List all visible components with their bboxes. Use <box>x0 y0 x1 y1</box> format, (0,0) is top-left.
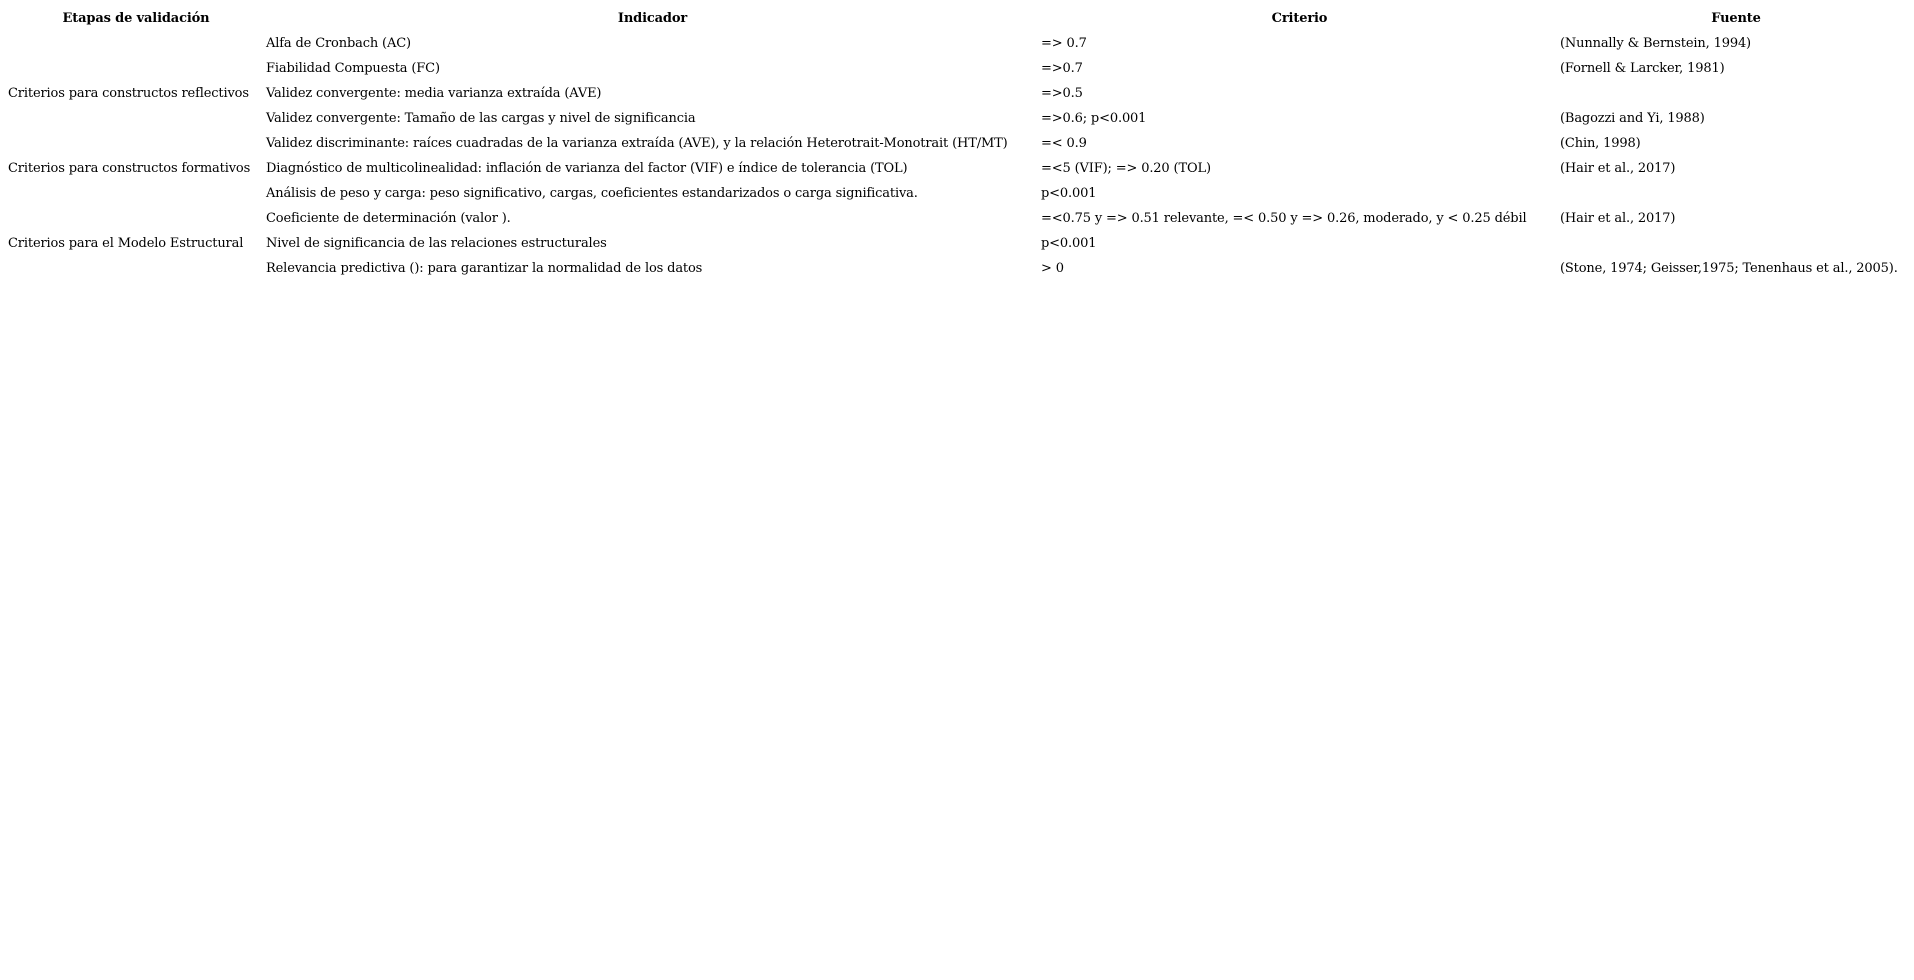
fuente-cell: (Fornell & Larcker, 1981) <box>1560 61 1725 76</box>
etapa-cell <box>6 206 264 231</box>
table-row <box>6 106 1912 131</box>
criterio-cell: p<0.001 <box>1041 186 1097 201</box>
table-row <box>6 181 1912 206</box>
table-row <box>6 131 1912 156</box>
etapa-cell <box>6 256 264 281</box>
indicador-cell: Análisis de peso y carga: peso significativo, cargas, coeficientes estandarizados o carga significativa. <box>266 186 918 201</box>
indicador-cell: Alfa de Cronbach (AC) <box>266 36 411 51</box>
indicador-cell: Diagnóstico de multicolinealidad: inflación de varianza del factor (VIF) e índice de tolerancia (TOL) <box>266 161 908 176</box>
fuente-cell: (Bagozzi and Yi, 1988) <box>1560 111 1705 126</box>
fuente-cell <box>1558 231 1912 256</box>
table-header-row <box>6 6 1912 31</box>
etapa-cell <box>6 181 264 206</box>
etapa-cell: Criterios para el Modelo Estructural <box>8 236 244 251</box>
fuente-cell: (Nunnally & Bernstein, 1994) <box>1560 36 1751 51</box>
table-row <box>6 156 1912 181</box>
indicador-cell: Validez discriminante: raíces cuadradas de la varianza extraída (AVE), y la relación Heterotrait-Monotrait (HT/MT) <box>266 136 1008 151</box>
criterio-cell: =<5 (VIF); => 0.20 (TOL) <box>1041 161 1211 176</box>
criterio-cell: > 0 <box>1041 261 1064 276</box>
etapa-cell: Criterios para constructos formativos <box>8 161 251 176</box>
indicador-cell: Relevancia predictiva (): para garantizar la normalidad de los datos <box>266 261 703 276</box>
criterio-cell: =< 0.9 <box>1041 136 1087 151</box>
fuente-cell: (Hair et al., 2017) <box>1560 211 1676 226</box>
indicador-cell: Validez convergente: media varianza extraída (AVE) <box>266 86 602 101</box>
fuente-cell: (Chin, 1998) <box>1560 136 1641 151</box>
table-row <box>6 206 1912 231</box>
fuente-cell: (Stone, 1974; Geisser,1975; Tenenhaus et al., 2005). <box>1560 261 1898 276</box>
table-row <box>6 56 1912 81</box>
criterio-cell: =<0.75 y => 0.51 relevante, =< 0.50 y => 0.26, moderado, y < 0.25 débil <box>1041 211 1527 226</box>
criterio-cell: =>0.5 <box>1041 86 1083 101</box>
fuente-cell: (Hair et al., 2017) <box>1560 161 1676 176</box>
etapa-cell <box>6 56 264 81</box>
table-row <box>6 231 1912 256</box>
etapa-cell <box>6 31 264 56</box>
indicador-cell: Coeficiente de determinación (valor ). <box>266 211 511 226</box>
header-criterio: Criterio <box>1271 11 1328 26</box>
criterio-cell: => 0.7 <box>1041 36 1087 51</box>
etapa-cell <box>6 131 264 156</box>
indicador-cell: Fiabilidad Compuesta (FC) <box>266 61 440 76</box>
table-row <box>6 31 1912 56</box>
criterio-cell: =>0.6; p<0.001 <box>1041 111 1147 126</box>
indicador-cell: Nivel de significancia de las relaciones estructurales <box>266 236 607 251</box>
criterio-cell: p<0.001 <box>1041 236 1097 251</box>
etapa-cell: Criterios para constructos reflectivos <box>8 86 249 101</box>
criterio-cell: =>0.7 <box>1041 61 1083 76</box>
validation-criteria-table <box>6 6 1912 281</box>
etapa-cell <box>6 106 264 131</box>
validation-criteria-document <box>6 6 1912 281</box>
header-indicador: Indicador <box>617 11 688 26</box>
fuente-cell <box>1558 181 1912 206</box>
table-row <box>6 256 1912 281</box>
table-row <box>6 81 1912 106</box>
header-etapas: Etapas de validación <box>62 11 210 26</box>
header-fuente: Fuente <box>1711 11 1761 26</box>
fuente-cell <box>1558 81 1912 106</box>
indicador-cell: Validez convergente: Tamaño de las cargas y nivel de significancia <box>266 111 696 126</box>
